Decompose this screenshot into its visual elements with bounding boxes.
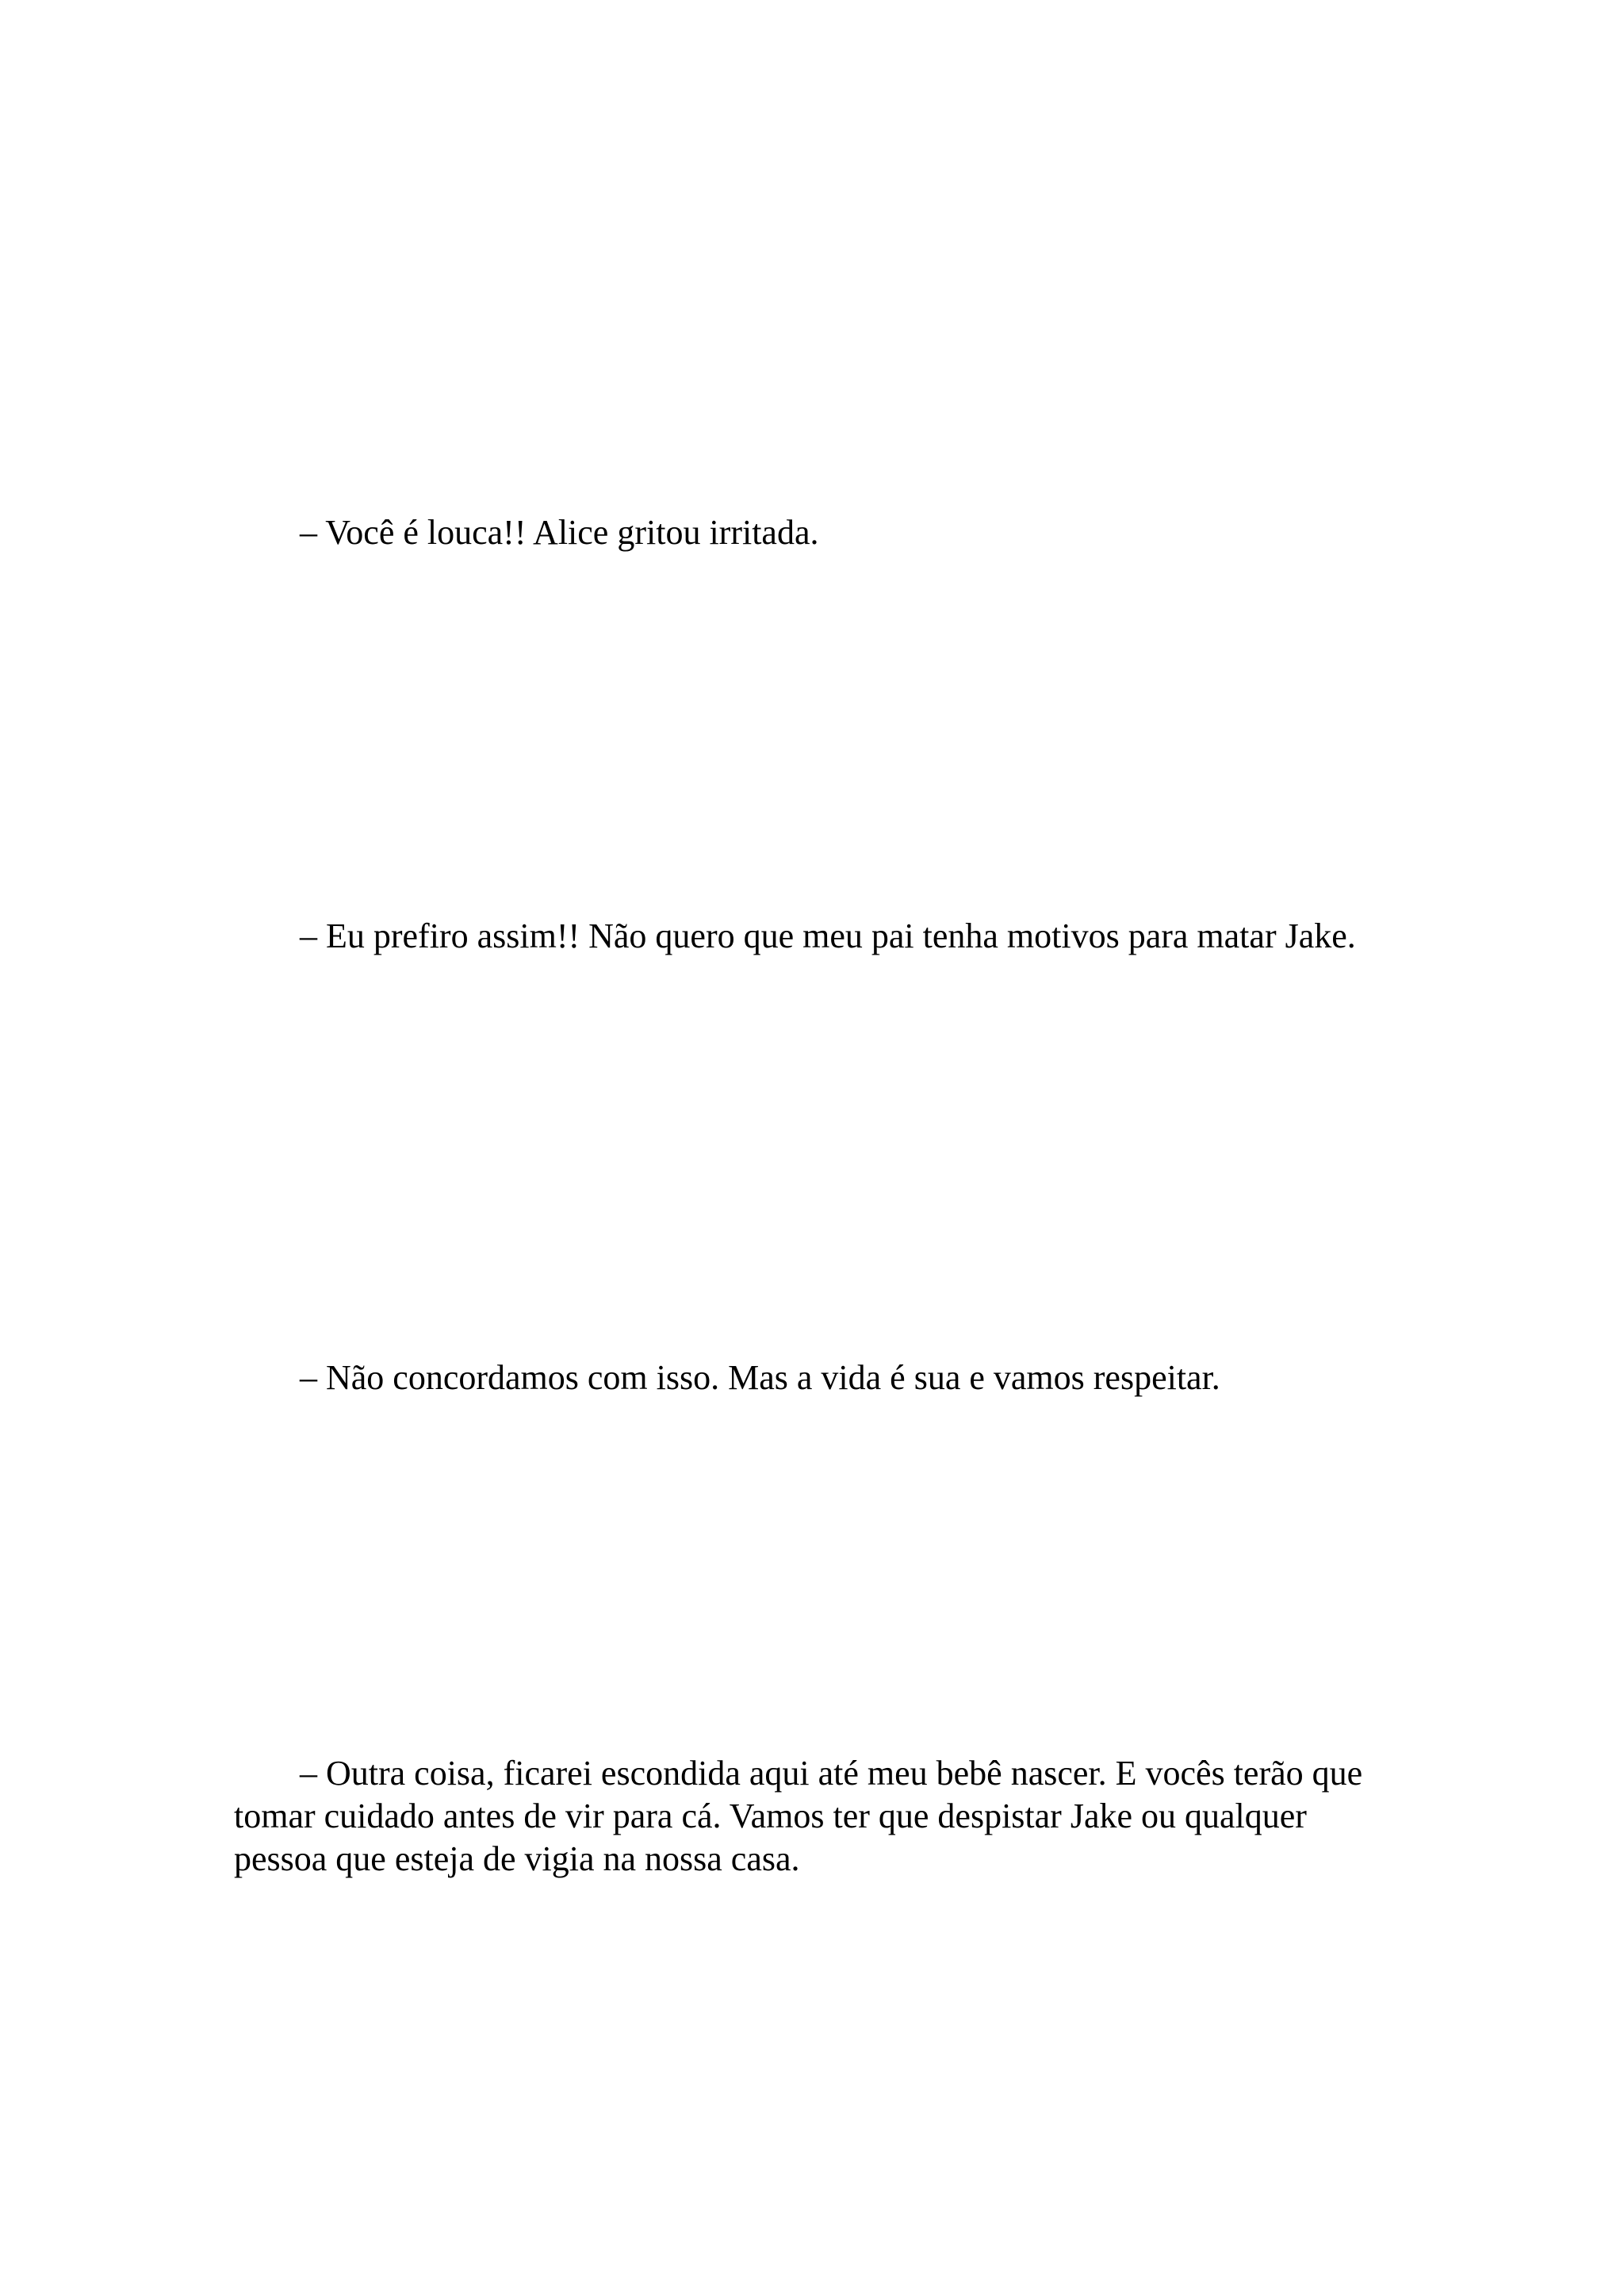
paragraph-2: – Eu prefiro assim!! Não quero que meu pai tenha motivos para matar Jake. [300,916,1356,955]
paragraph-4: – Outra coisa, ficarei escondida aqui até meu bebê nascer. E vocês terão que tomar cuidado antes de vir para cá. Vamos ter que despistar Jake ou qualquer pessoa que esteja de vigia na nossa casa. [234,1754,1363,1878]
paragraph-3: – Não concordamos com isso. Mas a vida é sua e vamos respeitar. [300,1358,1220,1397]
paragraph-1: – Você é louca!! Alice gritou irritada. [300,513,819,552]
